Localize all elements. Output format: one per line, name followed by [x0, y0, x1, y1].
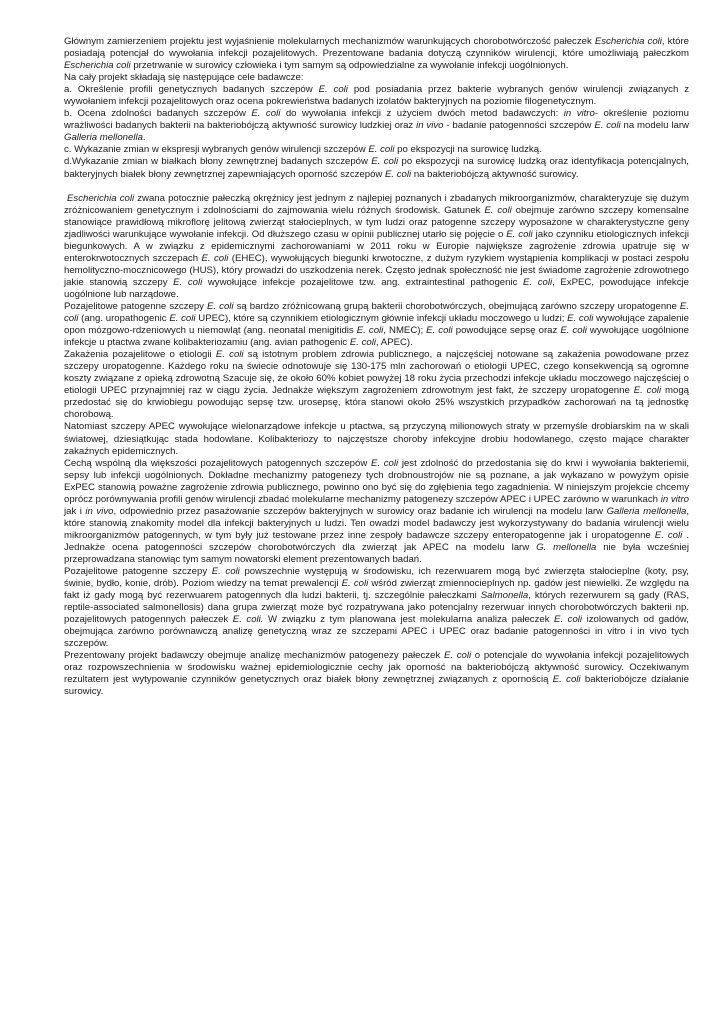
paragraph: Cechą wspólną dla większości pozajelitowych patogennych szczepów E. coli jest zdolność do przedostania się do krwi i wywołania bakteriemii, sepsy lub infekcji uogólnionych. Dokładne mechanizmy patogenezy tych drobnoustrojów nie są poznane, a jak wykazano w powyżym opisie ExPEC stanowią poważne zagrożenie zdrowia publicznego, powinno ono być się do zgłębienia tego zagadnienia. W niniejszym projekcie chcemy oprócz porównywania profili genów wirulencji zbadać molekularne mechanizmy patogenezy szczepów APEC i UPEC zarówno w warunkach in vitro jak i in vivo, odpowiednio przez pasażowanie szczepów bakteryjnych w surowicy oraz badanie ich wirulencji na modelu larw Galleria mellonella, które stanowią znakomity model dla infekcji bakteryjnych u ludzi. Ten owadzi model badawczy jest wykorzystywany do badania wirulencji wielu mikroorganizmów patogennych, w tym były już testowane przez inne zespoły badawcze szczepy enteropatogenne jak i uropatogenne E. coli . Jednakże ocena patogenności szczepów chorobotwórczych dla zwierząt jak APEC na modelu larw G. mellonella nie była wcześniej przeprowadzana stanowiąc tym samym nowatorski element prezentowanych badań. [64, 457, 689, 565]
paragraph: d.Wykazanie zmian w białkach błony zewnętrznej badanych szczepów E. coli po ekspozycji na surowicę ludzką oraz identyfikacja potencjalnych, bakteryjnych białek błony zewnętrznej zapewniających oporność szczepów E. coli na bakteriobójczą aktywność surowicy. [64, 156, 689, 180]
paragraph: b. Ocena zdolności badanych szczepów E. coli do wywołania infekcji z użyciem dwóch metod badawczych: in vitro- określenie poziomu wrażliwości badanych bakterii na bakteriobójczą aktywność surowicy ludzkiej oraz in vivo - badanie patogenności szczepów E. coli na modelu larw Galleria mellonella. [64, 108, 689, 144]
paragraph: Prezentowany projekt badawczy obejmuje analizę mechanizmów patogenezy pałeczek E. coli o potencjale do wywołania infekcji pozajelitowych oraz rozpowszechnienia w środowisku ważnej epidemiologicznie cechy jak oporność na bakteriobójczą aktywność surowicy. Oczekiwanym rezultatem jest wytypowanie czynników genetycznych oraz białek błony zewnętrznej związanych z opornością E. coli bakteriobójcze działanie surowicy. [64, 650, 689, 698]
paragraph: Pozajelitowe patogenne szczepy E. coli są bardzo zróżnicowaną grupą bakterii chorobotwórczych, obejmującą zarówno szczepy uropatogenne E. coli (ang. uropathogenic E. coli UPEC), które są czynnikiem etiologicznym głównie infekcji układu moczowego u ludzi; E. coli wywołujące zapalenie opon mózgowo-rdzeniowych u niemowląt (ang. neonatal menigitidis E. coli, NMEC); E. coli powodujące sepsę oraz E. coli wywołujące uogólnione infekcje u ptactwa zwane kolibakteriozamiu (ang. avian pathogenic E. coli, APEC). [64, 300, 689, 349]
paragraph: c. Wykazanie zmian w ekspresji wybranych genów wirulencji szczepów E. coli po ekspozycji na surowicę ludzką. [64, 144, 542, 156]
paragraph: Pozajelitowe patogenne szczepy E. coli powszechnie występują w środowisku, ich rezerwuarem mogą być zwierzęta stałocieplne (koty, psy, świnie, bydło, konie, drób). Poziom wiedzy na temat prewalencji E. coli wśród zwierząt zmiennocieplnych np. gadów jest niewielki. Ze względu na fakt iż gady mogą być rezerwuarem patogennych dla ludzi bakterii, tj. szczególnie pałeczkami Salmonella, których rezerwurem są gady (RAS, reptile-associated salmonellosis) dana grupa zwierząt może być rozpatrywana jako potencjalny rezerwuar innych chorobotwórczych bakterii np. pozajelitowych patogennych pałeczek E. coli. W związku z tym planowana jest molekularna analiza pałeczek E. coli izolowanych od gadów, obejmująca zarówno porównawczą analizę genetyczną wraz ze szczepami APEC i UPEC oraz badanie patogenności in vitro i in vivo tych szczepów. [64, 566, 689, 650]
paragraph-gap [64, 181, 689, 193]
document-page [64, 36, 689, 699]
paragraph: Głównym zamierzeniem projektu jest wyjaśnienie molekularnych mechanizmów warunkujących chorobotwórczość pałeczek Escherichia coli, które posiadają potencjał do wywołania infekcji pozajelitowych. Prezentowane badania dotyczą czynników wirulencji, które umożliwiają pałeczkom Escherichia coli przetrwanie w surowicy człowieka i tym samym są odpowiedzialne za wywołanie infekcji uogólnionych. [64, 36, 689, 72]
paragraph: Natomiast szczepy APEC wywołujące wielonarządowe infekcje u ptactwa, są przyczyną milionowych straty w przemyśle drobiarskim na w skali światowej, dziesiątkując stada hodowlane. Kolibakteriozy to najczęstsze choroby infekcyjne drobiu hodowlanego, często mające charakter zakaźnych epidemicznych. [64, 421, 689, 457]
paragraph: a. Określenie profili genetycznych badanych szczepów E. coli pod posiadania przez bakterie wybranych genów wirulencji związanych z wywołaniem infekcji pozajelitowych oraz ocena pokrewieństwa badanych izolatów bakteryjnych na poziomie filogenetycznym. [64, 84, 689, 108]
paragraph: Escherichia coli zwana potocznie pałeczką okrężnicy jest jednym z najlepiej poznanych i zbadanych mikroorganizmów, charakteryzuje się dużym zróżnicowaniem genetycznym i zdolnościami do zajmowania wielu różnych środowisk. Gatunek E. coli obejmuje zarówno szczepy komensalne stanowiące prawidłową mikroflorę jelitową zwierząt stałocieplnych, w tym ludzi oraz patogenne szczepy wyposażone w charakterystyczne geny zjadliwości warunkujące wywołanie infekcji. Od dłuższego czasu w opinii publicznej utarło się pojęcie o E. coli jako czynniku etiologicznych infekcji biegunkowych. A w związku z epidemicznymi zachorowaniami w 2011 roku w Europie największe zagrożenie zdrowia upatruje się w enterokrwotocznych szczepach E. coli (EHEC), wywołujących biegunki krwotoczne, z dużym ryzykiem wystąpienia komplikacji w postaci zespołu hemolityczno-mocznicowego (HUS), który prowadzi do uszkodzenia nerek. Często jednak społeczność nie jest świadome zagrożenie zdrowotnego jakie stanowią szczepy E. coli wywołujące infekcje pozajelitowe tzw. ang. extraintestinal pathogenic E. coli, ExPEC, powodujące infekcje uogólnione lub narządowe. [64, 192, 689, 300]
paragraph: Zakażenia pozajelitowe o etiologii E. coli są istotnym problem zdrowia publicznego, a najczęściej notowane są zakażenia powodowane przez szczepy uropatogenne. Każdego roku na świecie odnotowuje się 130-175 mln zachorowań o etiologii UPEC, czego konsekwencją są ogromne koszty związane z opieką zdrowotną Szacuje się, że około 60% kobiet powyżej 18 roku życia przechodzi infekcje układu moczowego najczęściej o etiologii UPEC przynajmniej raz w ciągu życia. Jednakże większym zagrożeniem zdrowotnym jest fakt, że szczepy uropatogenne E. coli mogą przedostać się do krwiobiegu powodując sepsę tzw. urosepsę, która stanowi około 25% wszystkich przypadków zachorowań na tą jednostkę chorobową. [64, 349, 689, 421]
paragraph: Na cały projekt składają się następujące cele badawcze: [64, 72, 304, 84]
